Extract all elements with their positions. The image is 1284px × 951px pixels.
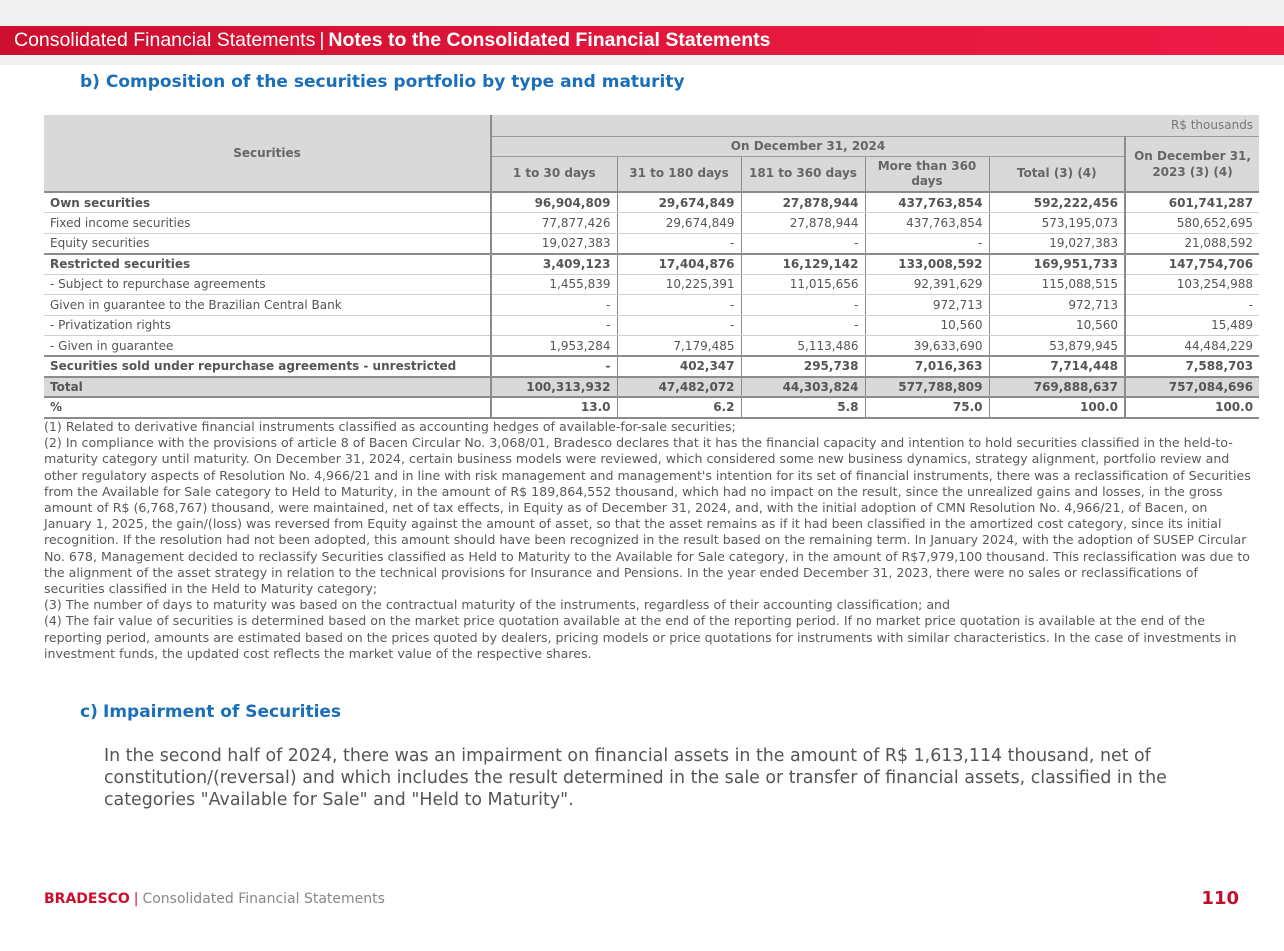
cell: -	[741, 315, 865, 336]
table-row-fixed-income	[44, 213, 1259, 234]
cell: 27,878,944	[741, 213, 865, 234]
cell: 147,754,706	[1125, 254, 1259, 275]
cell: 75.0	[865, 397, 989, 418]
table-row-central-bank	[44, 295, 1259, 316]
cell: -	[617, 315, 741, 336]
table-row-repurchase	[44, 274, 1259, 295]
col-header-securities: Securities	[44, 115, 491, 192]
cell: 100.0	[1125, 397, 1259, 418]
cell: 580,652,695	[1125, 213, 1259, 234]
cell: 100,313,932	[491, 377, 617, 398]
row-label: Total	[44, 377, 491, 398]
cell: 13.0	[491, 397, 617, 418]
row-label: Own securities	[44, 192, 491, 213]
cell: 103,254,988	[1125, 274, 1259, 295]
cell: 92,391,629	[865, 274, 989, 295]
cell: 100.0	[989, 397, 1125, 418]
table-row-equity	[44, 233, 1259, 254]
cell: 115,088,515	[989, 274, 1125, 295]
row-label: Equity securities	[44, 233, 491, 254]
cell: 10,560	[865, 315, 989, 336]
cell: 39,633,690	[865, 336, 989, 357]
cell: 437,763,854	[865, 192, 989, 213]
cell: 3,409,123	[491, 254, 617, 275]
cell: 16,129,142	[741, 254, 865, 275]
col-header-360-plus: More than 360 days	[865, 156, 989, 192]
units-label: R$ thousands	[491, 115, 1259, 136]
cell: 133,008,592	[865, 254, 989, 275]
footer-brand: BRADESCO	[44, 891, 130, 907]
footnotes	[44, 419, 1259, 662]
footer	[44, 891, 385, 907]
row-label: - Given in guarantee	[44, 336, 491, 357]
table-row-percent	[44, 397, 1259, 418]
row-label: Securities sold under repurchase agreements - unrestricted	[44, 356, 491, 377]
cell: 972,713	[865, 295, 989, 316]
cell: 769,888,637	[989, 377, 1125, 398]
header-section-title: Notes to the Consolidated Financial Statements	[328, 29, 771, 51]
cell: 44,484,229	[1125, 336, 1259, 357]
cell: 577,788,809	[865, 377, 989, 398]
row-label: Fixed income securities	[44, 213, 491, 234]
cell: 5.8	[741, 397, 865, 418]
cell: -	[741, 295, 865, 316]
cell: 5,113,486	[741, 336, 865, 357]
cell: 44,303,824	[741, 377, 865, 398]
cell: 47,482,072	[617, 377, 741, 398]
cell: 7,016,363	[865, 356, 989, 377]
cell: -	[1125, 295, 1259, 316]
table-row-restricted	[44, 254, 1259, 275]
cell: 169,951,733	[989, 254, 1125, 275]
section-b-title: b) Composition of the securities portfolio by type and maturity	[80, 72, 685, 92]
cell: -	[865, 233, 989, 254]
cell: 96,904,809	[491, 192, 617, 213]
row-label: %	[44, 397, 491, 418]
col-header-total: Total (3) (4)	[989, 156, 1125, 192]
section-c-heading: Impairment of Securities	[103, 702, 342, 722]
header-doc-title: Consolidated Financial Statements	[14, 29, 316, 51]
header-banner	[0, 26, 1284, 55]
cell: -	[741, 233, 865, 254]
cell: 601,741,287	[1125, 192, 1259, 213]
footnote-2: (2) In compliance with the provisions of article 8 of Bacen Circular No. 3,068/01, Bradesco declares that it has the financial capacity and intention to hold securities classified in the held-to-maturity category until maturity. On December 31, 2024, certain business models were reviewed, which considered some new business dynamics, strategy alignment, portfolio review and other regulatory aspects of Resolution No. 4,966/21 and in line with risk management and management's intention for its set of financial instruments, there was a reclassification of Securities from the Available for Sale category to Held to Maturity, in the amount of R$ 189,864,552 thousand, which had no impact on the result, since the unrealized gains and losses, in the gross amount of R$ (6,768,767) thousand, were maintained, net of tax effects, in Equity as of December 31, 2024, and, with the initial adoption of CMN Resolution No. 4,966/21, of Bacen, on January 1, 2025, the gain/(loss) was reversed from Equity against the amount of asset, so that the asset remains as if it had been classified in the amortized cost category, since its initial recognition. If the resolution had not been adopted, this amount should have been recognized in the result based on the remaining term. In January 2024, with the adoption of SUSEP Circular No. 678, Management decided to reclassify Securities classified as Held to Maturity to the Available for Sale category, in the amount of R$7,979,100 thousand. This reclassification was due to the alignment of the asset strategy in relation to the technical provisions for Insurance and Pensions. In the year ended December 31, 2023, there were no sales or reclassifications of securities classified in the Held to Maturity category;	[44, 435, 1251, 597]
cell: 11,015,656	[741, 274, 865, 295]
footnote-4: (4) The fair value of securities is determined based on the market price quotation available at the end of the reporting period. If no market price quotation is available at the end of the reporting period, amounts are estimated based on the prices quoted by dealers, pricing models or price quotations for instruments with similar characteristics. In the case of investments in investment funds, the updated cost reflects the market value of the respective shares.	[44, 613, 1237, 661]
table-row-privatization	[44, 315, 1259, 336]
cell: 17,404,876	[617, 254, 741, 275]
cell: 77,877,426	[491, 213, 617, 234]
cell: -	[491, 356, 617, 377]
cell: 10,225,391	[617, 274, 741, 295]
table-row-guarantee	[44, 336, 1259, 357]
cell: 19,027,383	[491, 233, 617, 254]
cell: 15,489	[1125, 315, 1259, 336]
under-strip	[0, 55, 1284, 65]
cell: 29,674,849	[617, 213, 741, 234]
cell: 21,088,592	[1125, 233, 1259, 254]
footer-separator: |	[133, 891, 139, 907]
footnote-3: (3) The number of days to maturity was based on the contractual maturity of the instruments, regardless of their accounting classification; and	[44, 597, 951, 613]
cell: 592,222,456	[989, 192, 1125, 213]
cell: 437,763,854	[865, 213, 989, 234]
footnote-1: (1) Related to derivative financial instruments classified as accounting hedges of available-for-sale securities;	[44, 419, 736, 434]
cell: 402,347	[617, 356, 741, 377]
page-number: 110	[1201, 888, 1239, 909]
cell: 10,560	[989, 315, 1125, 336]
row-label: - Subject to repurchase agreements	[44, 274, 491, 295]
cell: 19,027,383	[989, 233, 1125, 254]
cell: 573,195,073	[989, 213, 1125, 234]
table-row-own-securities	[44, 192, 1259, 213]
cell: -	[617, 295, 741, 316]
col-header-181-360: 181 to 360 days	[741, 156, 865, 192]
cell: 7,714,448	[989, 356, 1125, 377]
cell: 972,713	[989, 295, 1125, 316]
cell: -	[491, 295, 617, 316]
section-c-letter: c)	[80, 702, 98, 722]
header-separator: |	[319, 29, 325, 51]
table-row-total	[44, 377, 1259, 398]
cell: 295,738	[741, 356, 865, 377]
col-header-1-30: 1 to 30 days	[491, 156, 617, 192]
group-header-2024: On December 31, 2024	[491, 136, 1125, 156]
cell: 1,953,284	[491, 336, 617, 357]
securities-table	[44, 115, 1259, 419]
col-header-31-180: 31 to 180 days	[617, 156, 741, 192]
table-row-unrestricted	[44, 356, 1259, 377]
row-label: Given in guarantee to the Brazilian Central Bank	[44, 295, 491, 316]
cell: -	[617, 233, 741, 254]
cell: -	[491, 315, 617, 336]
cell: 7,179,485	[617, 336, 741, 357]
section-c-title	[80, 702, 341, 722]
section-c-paragraph: In the second half of 2024, there was an impairment on financial assets in the amount of R$ 1,613,114 thousand, net of constitution/(reversal) and which includes the result determined in the sale or transfer of financial assets, classified in the categories "Available for Sale" and "Held to Maturity".	[104, 746, 1167, 810]
cell: 757,084,696	[1125, 377, 1259, 398]
cell: 53,879,945	[989, 336, 1125, 357]
cell: 27,878,944	[741, 192, 865, 213]
cell: 29,674,849	[617, 192, 741, 213]
top-strip	[0, 0, 1284, 26]
cell: 6.2	[617, 397, 741, 418]
cell: 1,455,839	[491, 274, 617, 295]
row-label: - Privatization rights	[44, 315, 491, 336]
footer-text: Consolidated Financial Statements	[142, 891, 385, 907]
row-label: Restricted securities	[44, 254, 491, 275]
cell: 7,588,703	[1125, 356, 1259, 377]
col-header-2023: On December 31, 2023 (3) (4)	[1125, 136, 1259, 192]
